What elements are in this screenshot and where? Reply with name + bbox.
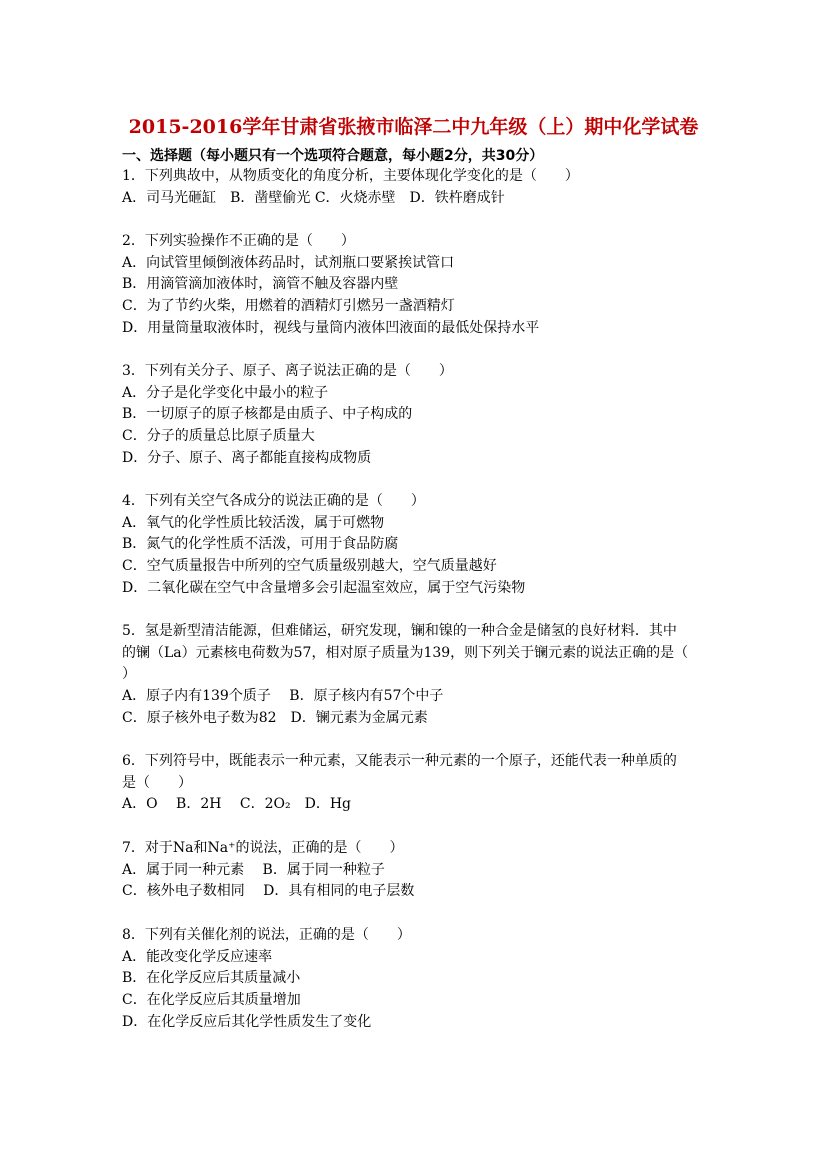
question-line: ） — [122, 666, 136, 683]
question-line: C．分子的质量总比原子质量大 — [122, 428, 315, 445]
question-stem: 8．下列有关催化剂的说法，正确的是（ ） — [122, 927, 411, 943]
question-stem: 5．氢是新型清洁能源，但难储运，研究发现，镧和镍的一种合金是储氢的良好材料．其中 — [122, 623, 677, 639]
question-line: A．属于同一种元素 B．属于同一种粒子 — [122, 861, 385, 878]
question-line: C．空气质量报告中所列的空气质量级别越大，空气质量越好 — [122, 558, 497, 575]
question-stem: 2．下列实验操作不正确的是（ ） — [122, 233, 355, 249]
question-line: B．一切原子的原子核都是由质子、中子构成的 — [122, 406, 413, 423]
section-heading: 一、选择题（每小题只有一个选项符合题意，每小题2分，共30分） — [122, 148, 544, 164]
question-line: C．核外电子数相同 D．具有相同的电子层数 — [122, 883, 415, 900]
question-line: A．O B．2H C．2O₂ D．Hg — [122, 796, 351, 813]
question-line: B．用滴管滴加液体时，滴管不触及容器内壁 — [122, 276, 399, 293]
question-stem: 4．下列有关空气各成分的说法正确的是（ ） — [122, 493, 425, 509]
question-line: D．用量筒量取液体时，视线与量筒内液体凹液面的最低处保持水平 — [122, 319, 540, 336]
question-line: C．原子核外电子数为82 D．镧元素为金属元素 — [122, 709, 428, 726]
question-line: C．为了节约火柴，用燃着的酒精灯引燃另一盏酒精灯 — [122, 298, 455, 315]
question-line: A．司马光砸缸 B．凿壁偷光 C．火烧赤壁 D．铁杵磨成针 — [122, 189, 505, 206]
question-stem: 3．下列有关分子、原子、离子说法正确的是（ ） — [122, 363, 453, 379]
question-line: A．分子是化学变化中最小的粒子 — [122, 384, 329, 401]
question-line: D．分子、原子、离子都能直接构成物质 — [122, 449, 372, 466]
question-line: A．向试管里倾倒液体药品时，试剂瓶口要紧挨试管口 — [122, 254, 455, 271]
question-line: B．氮气的化学性质不活泼，可用于食品防腐 — [122, 536, 399, 553]
question-line: 的镧（La）元素核电荷数为57，相对原子质量为139，则下列关于镧元素的说法正确的是（ — [122, 644, 689, 661]
question-line: A．能改变化学反应速率 — [122, 948, 273, 965]
question-line: B．在化学反应后其质量减小 — [122, 970, 301, 987]
question-line: C．在化学反应后其质量增加 — [122, 992, 301, 1009]
question-line: D．二氧化碳在空气中含量增多会引起温室效应，属于空气污染物 — [122, 579, 526, 596]
question-line: A．原子内有139个质子 B．原子核内有57个中子 — [122, 688, 444, 705]
question-stem: 6．下列符号中，既能表示一种元素，又能表示一种元素的一个原子，还能代表一种单质的 — [122, 753, 677, 769]
page-title: 2015-2016学年甘肃省张掖市临泽二中九年级（上）期中化学试卷 — [128, 116, 699, 138]
question-line: D．在化学反应后其化学性质发生了变化 — [122, 1013, 372, 1030]
question-stem: 1．下列典故中，从物质变化的角度分析，主要体现化学变化的是（ ） — [122, 168, 579, 184]
question-stem: 7．对于Na和Na⁺的说法，正确的是（ ） — [122, 840, 404, 856]
question-line: A．氧气的化学性质比较活泼，属于可燃物 — [122, 514, 385, 531]
question-line: 是（ ） — [122, 774, 192, 791]
